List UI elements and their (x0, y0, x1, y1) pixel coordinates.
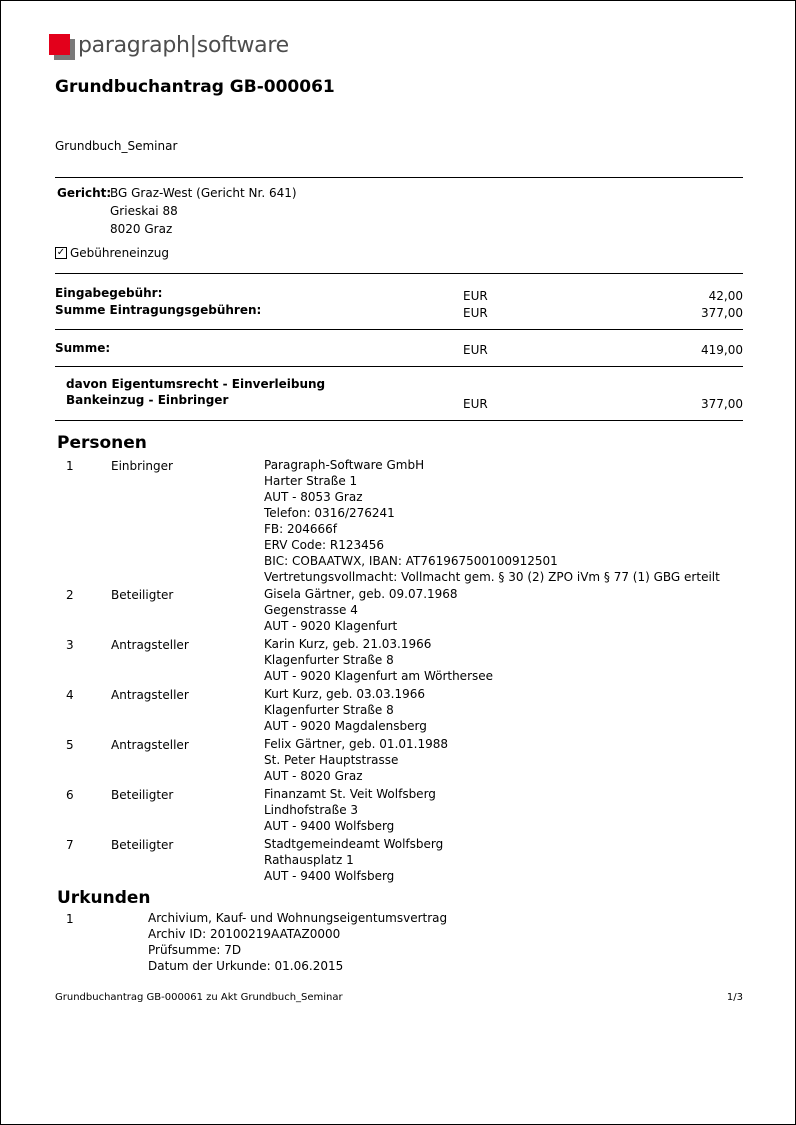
gericht-line: BG Graz-West (Gericht Nr. 641) (110, 186, 297, 200)
urkunde-line: Datum der Urkunde: 01.06.2015 (148, 959, 344, 973)
fee-amount: 42,00 (708, 289, 743, 303)
fee-currency: EUR (463, 306, 488, 320)
person-line: Rathausplatz 1 (264, 853, 354, 867)
divider (55, 420, 743, 421)
fee-label: Summe Eintragungsgebühren: (55, 303, 262, 317)
person-line: AUT - 9020 Magdalensberg (264, 719, 427, 733)
gebuehreneinzug-label: Gebühreneinzug (70, 246, 170, 260)
document-title: Grundbuchantrag GB-000061 (55, 77, 335, 97)
person-line: AUT - 8020 Graz (264, 769, 363, 783)
divider (55, 177, 743, 178)
person-line: St. Peter Hauptstrasse (264, 753, 399, 767)
person-role: Antragsteller (111, 738, 189, 752)
person-details (264, 786, 436, 834)
person-line: Gisela Gärtner, geb. 09.07.1968 (264, 587, 458, 601)
person-details (264, 686, 427, 734)
brand-logo-text: paragraph|software (78, 33, 289, 58)
person-details (264, 586, 458, 634)
person-details (264, 457, 720, 585)
fee-currency: EUR (463, 289, 488, 303)
logo-square-red (49, 34, 70, 55)
person-line: FB: 204666f (264, 522, 338, 536)
urkunde-line: Archivium, Kauf- und Wohnungseigentumsvertrag (148, 911, 448, 925)
person-line: Gegenstrasse 4 (264, 603, 358, 617)
person-role: Antragsteller (111, 638, 189, 652)
document-subtitle: Grundbuch_Seminar (55, 139, 178, 153)
person-line: Telefon: 0316/276241 (264, 506, 395, 520)
person-details (264, 736, 448, 784)
total-amount: 419,00 (701, 343, 743, 357)
person-nr: 1 (66, 459, 74, 473)
personen-heading: Personen (57, 433, 147, 453)
person-nr: 5 (66, 738, 74, 752)
divider (55, 366, 743, 367)
fee-amount: 377,00 (701, 306, 743, 320)
urkunde-line: Archiv ID: 20100219AATAZ0000 (148, 927, 341, 941)
fee-label: Eingabegebühr: (55, 286, 163, 300)
person-nr: 2 (66, 588, 74, 602)
person-line: Klagenfurter Straße 8 (264, 703, 394, 717)
checkmark-icon: ✓ (56, 247, 66, 258)
urkunde-details (148, 910, 447, 974)
urkunden-heading: Urkunden (57, 888, 151, 908)
person-line: Lindhofstraße 3 (264, 803, 359, 817)
person-line: AUT - 9020 Klagenfurt am Wörthersee (264, 669, 494, 683)
person-line: Kurt Kurz, geb. 03.03.1966 (264, 687, 426, 701)
gericht-line: Grieskai 88 (110, 204, 178, 218)
person-role: Beteiligter (111, 838, 174, 852)
person-role: Einbringer (111, 459, 173, 473)
person-nr: 7 (66, 838, 74, 852)
person-role: Beteiligter (111, 788, 174, 802)
person-details (264, 636, 493, 684)
gericht-label: Gericht: (57, 186, 112, 200)
urkunde-line: Prüfsumme: 7D (148, 943, 242, 957)
davon-currency: EUR (463, 397, 488, 411)
person-line: ERV Code: R123456 (264, 538, 385, 552)
total-currency: EUR (463, 343, 488, 357)
person-line: Finanzamt St. Veit Wolfsberg (264, 787, 436, 801)
person-line: AUT - 9020 Klagenfurt (264, 619, 398, 633)
person-line: AUT - 9400 Wolfsberg (264, 869, 395, 883)
davon-amount: 377,00 (701, 397, 743, 411)
davon-line: Bankeinzug - Einbringer (66, 393, 229, 407)
person-role: Antragsteller (111, 688, 189, 702)
gebuehreneinzug-checkbox[interactable] (55, 247, 67, 259)
person-line: Vertretungsvollmacht: Vollmacht gem. § 30 (2) ZPO iVm § 77 (1) GBG erteilt (264, 570, 720, 584)
person-line: Klagenfurter Straße 8 (264, 653, 394, 667)
urkunde-nr: 1 (66, 912, 74, 926)
person-nr: 3 (66, 638, 74, 652)
davon-line: davon Eigentumsrecht - Einverleibung (66, 377, 326, 391)
gericht-line: 8020 Graz (110, 222, 173, 236)
person-nr: 4 (66, 688, 74, 702)
person-line: Stadtgemeindeamt Wolfsberg (264, 837, 444, 851)
footer-page-number: 1/3 (726, 992, 743, 1003)
person-details (264, 836, 443, 884)
footer-text: Grundbuchantrag GB-000061 zu Akt Grundbuch_Seminar (55, 992, 343, 1003)
person-line: Paragraph-Software GmbH (264, 458, 425, 472)
person-line: AUT - 9400 Wolfsberg (264, 819, 395, 833)
person-line: BIC: COBAATWX, IBAN: AT761967500100912501 (264, 554, 558, 568)
divider (55, 329, 743, 330)
total-label: Summe: (55, 341, 111, 355)
person-role: Beteiligter (111, 588, 174, 602)
person-line: Harter Straße 1 (264, 474, 358, 488)
person-line: Karin Kurz, geb. 21.03.1966 (264, 637, 432, 651)
divider (55, 273, 743, 274)
person-nr: 6 (66, 788, 74, 802)
person-line: Felix Gärtner, geb. 01.01.1988 (264, 737, 449, 751)
person-line: AUT - 8053 Graz (264, 490, 363, 504)
